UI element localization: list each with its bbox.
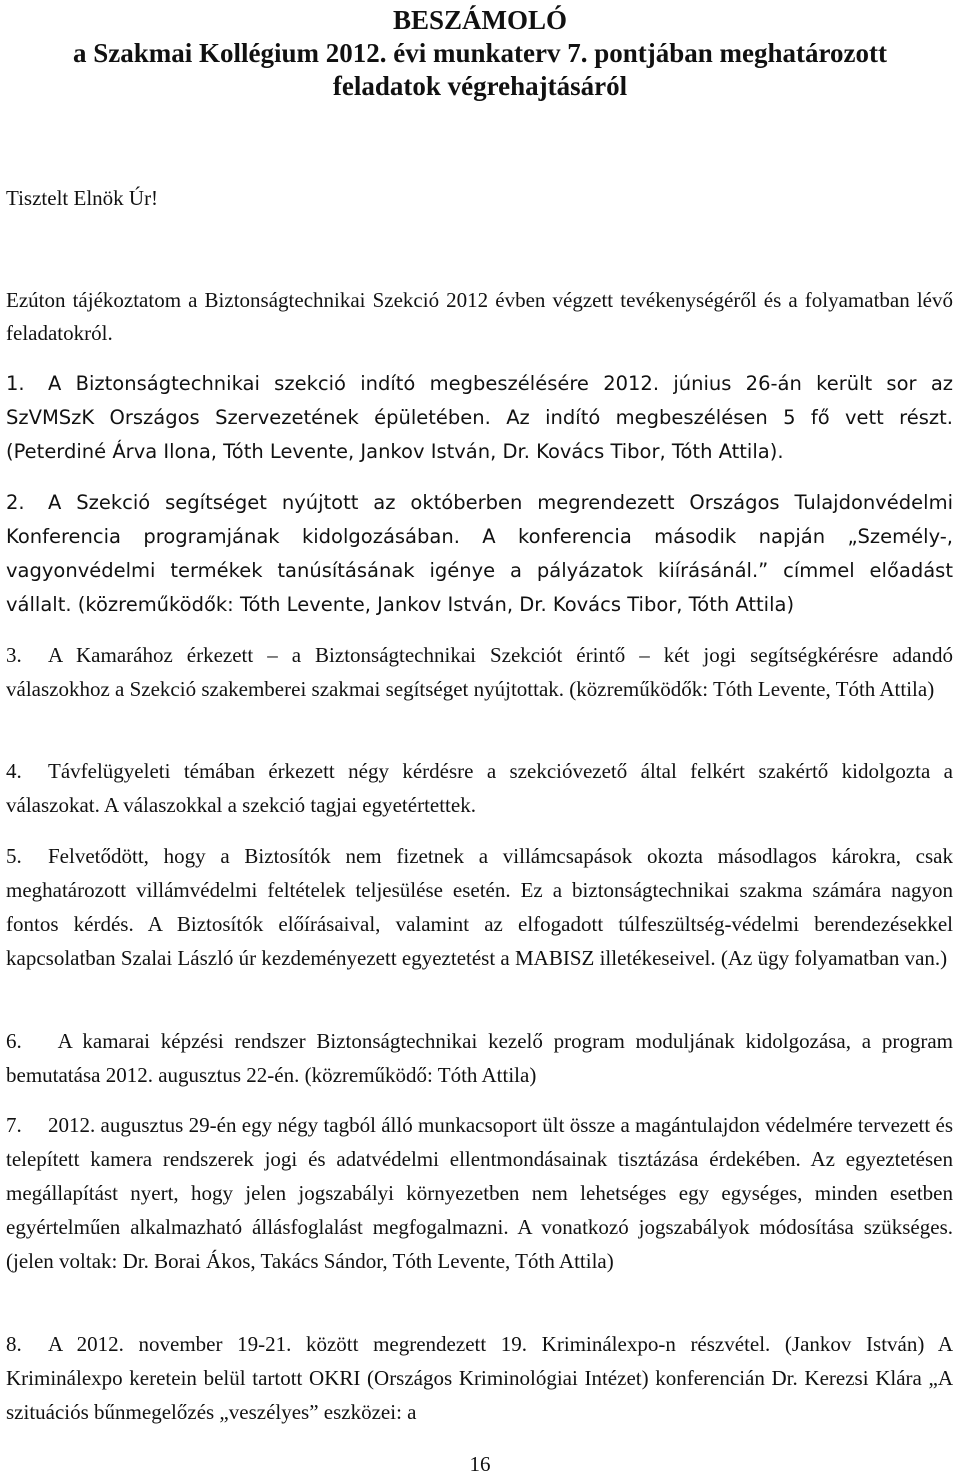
document-title	[0, 4, 960, 103]
item-text: 2012. augusztus 29-én egy négy tagból álló munkacsoport ült össze a magántulajdon védelmére tervezett és telepített kamera rendszerek jogi és adatvédelmi ellentmondásainak tisztázása érdekében. Az egyeztetésen megállapítást nyert, hogy jelen jogszabályi környezetben nem lehetséges egy egységes, minden esetben egyértelműen alkalmazható állásfoglalást megfogalmazni. A vonatkozó jogszabályok módosítása szükséges. (jelen voltak: Dr. Borai Ákos, Takács Sándor, Tóth Levente, Tóth Attila)	[6, 1113, 953, 1273]
item-text: A Szekció segítséget nyújtott az októberben megrendezett Országos Tulajdonvédelmi Konferencia programjának kidolgozásában. A konferencia második napján „Személy-, vagyonvédelmi termékek tanúsításának igénye a pályázatok kiírásánál.” címmel előadást vállalt. (közreműködők: Tóth Levente, Jankov István, Dr. Kovács Tibor, Tóth Attila)	[6, 491, 953, 616]
list-item	[6, 1024, 953, 1092]
item-number: 2.	[6, 491, 25, 514]
title-line-3: feladatok végrehajtásáról	[332, 71, 628, 101]
list-item	[6, 638, 953, 706]
list-item	[6, 839, 953, 975]
item-text: A Biztonságtechnikai szekció indító megbeszélésére 2012. június 26-án került sor az SzVMSzK Országos Szervezetének épületében. Az indító megbeszélésen 5 fő vett részt. (Peterdiné Árva Ilona, Tóth Levente, Jankov István, Dr. Kovács Tibor, Tóth Attila).	[6, 372, 953, 463]
item-text: Felvetődött, hogy a Biztosítók nem fizetnek a villámcsapások okozta másodlagos károkra, csak meghatározott villámvédelmi feltételek teljesülése esetén. Ez a biztonságtechnikai szakma számára nagyon fontos kérdés. A Biztosítók előírásaival, valamint az elfogadott túlfeszültség-védelmi berendezésekkel kapcsolatban Szalai László úr kezdeményezett egyeztetést a MABISZ illetékeseivel. (Az ügy folyamatban van.)	[6, 844, 953, 970]
list-item	[6, 1108, 953, 1278]
page-number: 16	[469, 1452, 491, 1476]
item-number: 5.	[6, 844, 22, 868]
list-item	[6, 754, 953, 822]
item-number: 4.	[6, 759, 22, 783]
salutation: Tisztelt Elnök Úr!	[6, 186, 159, 210]
item-text: A kamarai képzési rendszer Biztonságtechnikai kezelő program moduljának kidolgozása, a program bemutatása 2012. augusztus 22-én. (közreműködő: Tóth Attila)	[6, 1029, 953, 1087]
list-item	[6, 367, 953, 469]
item-number: 3.	[6, 643, 22, 667]
item-number: 7.	[6, 1113, 22, 1137]
item-number: 8.	[6, 1332, 22, 1356]
item-text: Távfelügyeleti témában érkezett négy kérdésre a szekcióvezető által felkért szakértő kidolgozta a válaszokat. A válaszokkal a szekció tagjai egyetértettek.	[6, 759, 953, 817]
item-number: 6.	[6, 1029, 22, 1053]
title-line-1: BESZÁMOLÓ	[392, 5, 568, 35]
list-item	[6, 1327, 953, 1429]
item-number: 1.	[6, 372, 25, 395]
item-text: A Kamarához érkezett – a Biztonságtechnikai Szekciót érintő – két jogi segítségkérésre adandó válaszokhoz a Szekció szakemberei szakmai segítséget nyújtottak. (közreműködők: Tóth Levente, Tóth Attila)	[6, 643, 953, 701]
item-text: A 2012. november 19-21. között megrendezett 19. Kriminálexpo-n részvétel. (Jankov István) A Kriminálexpo keretein belül tartott OKRI (Országos Kriminológiai Intézet) konferencián Dr. Kerezsi Klára „A szituációs bűnmegelőzés „veszélyes” eszközei: a	[6, 1332, 953, 1424]
intro-paragraph: Ezúton tájékoztatom a Biztonságtechnikai Szekció 2012 évben végzett tevékenységéről és a folyamatban lévő feladatokról.	[6, 288, 953, 345]
list-item	[6, 486, 953, 622]
title-line-2: a Szakmai Kollégium 2012. évi munkaterv 7. pontjában meghatározott	[73, 38, 887, 68]
